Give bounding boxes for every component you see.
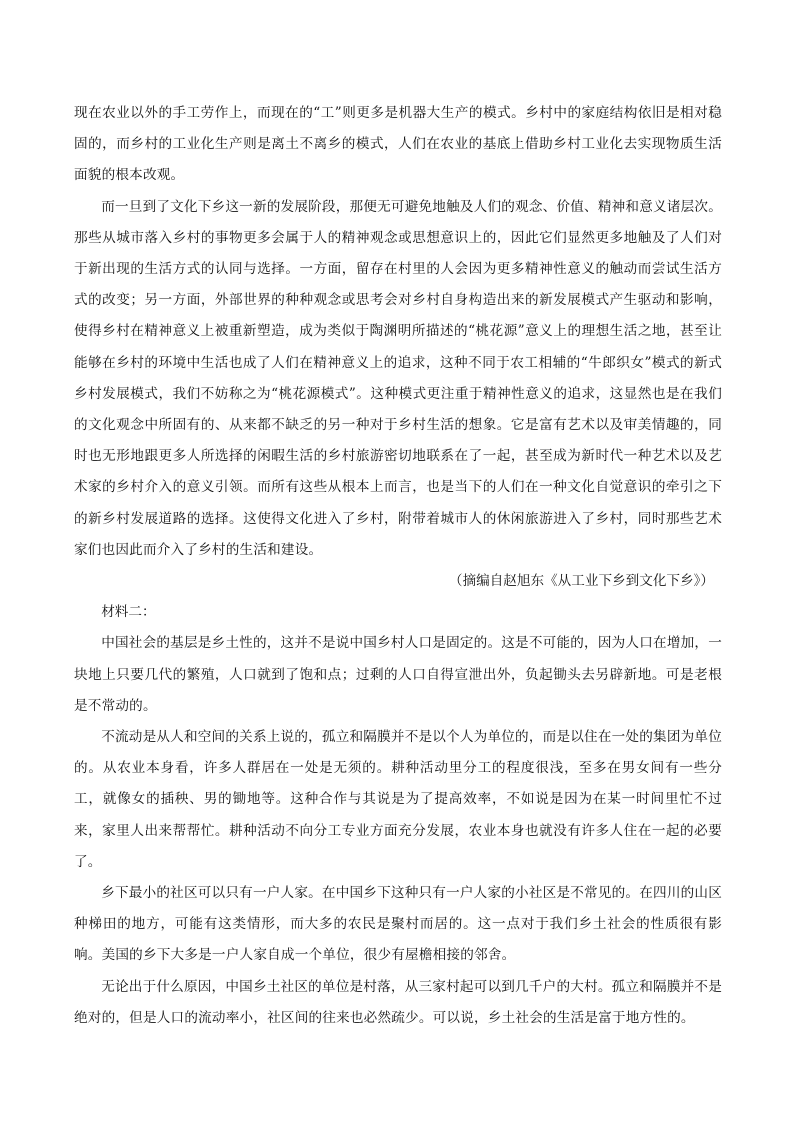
paragraph-3: 中国社会的基层是乡土性的，这并不是说中国乡村人口是固定的。这是不可能的，因为人口在增加，一块地上只要几代的繁殖，人口就到了饱和点；过剩的人口自得宣泄出外，负起锄头去另辟新地。可是老根是不常动的。	[74, 635, 722, 714]
paragraph-6: 无论出于什么原因，中国乡土社区的单位是村落，从三家村起可以到几千户的大村。孤立和隔膜并不是绝对的，但是人口的流动率小，社区间的往来也必然疏少。可以说，乡土社会的生活是富于地方性的。	[74, 978, 722, 1026]
paragraph-4: 不流动是从人和空间的关系上说的，孤立和隔膜并不是以个人为单位的，而是以住在一处的集团为单位的。从农业本身看，许多人群居在一处是无须的。耕种活动里分工的程度很浅，至多在男女间有一些分工，就像女的插秧、男的锄地等。这种合作与其说是为了提高效率，不如说是因为在某一时间里忙不过来，家里人出来帮帮忙。耕种活动不向分工专业方面充分发展，农业本身也就没有许多人住在一起的必要了。	[74, 729, 722, 870]
paragraph-2: 而一旦到了文化下乡这一新的发展阶段，那便无可避免地触及人们的观念、价值、精神和意义诸层次。那些从城市落入乡村的事物更多会属于人的精神观念或思想意识上的，因此它们显然更多地触及了人们对于新出现的生活方式的认同与选择。一方面，留存在村里的人会因为更多精神性意义的触动而尝试生活方式的改变；另一方面，外部世界的种种观念或思考会对乡村自身构造出来的新发展模式产生驱动和影响，使得乡村在精神意义上被重新塑造，成为类似于陶渊明所描述的“桃花源”意义上的理想生活之地，甚至让能够在乡村的环境中生活也成了人们在精神意义上的追求，这种不同于农工相辅的“牛郎织女”模式的新式乡村发展模式，我们不妨称之为“桃花源模式”。这种模式更注重于精神性意义的追求，这显然也是在我们的文化观念中所固有的、从来都不缺乏的另一种对于乡村生活的想象。它是富有艺术以及审美情趣的，同时也无形地跟更多人所选择的闲暇生活的乡村旅游密切地联系在了一起，甚至成为新时代一种艺术以及艺术家的乡村介入的意义引领。而所有这些从根本上而言，也是当下的人们在一种文化自觉意识的牵引之下的新乡村发展道路的选择。这使得文化进入了乡村，附带着城市人的休闲旅游进入了乡村，同时那些艺术家们也因此而介入了乡村的生活和建设。	[74, 198, 722, 558]
source-citation-1: （摘编自赵旭东《从工业下乡到文化下乡》）	[448, 573, 714, 590]
document-page	[74, 98, 722, 1034]
paragraph-1: 现在农业以外的手工劳作上，而现在的“工”则更多是机器大生产的模式。乡村中的家庭结构依旧是相对稳固的，而乡村的工业化生产则是离土不离乡的模式，人们在农业的基底上借助乡村工业化去实现物质生活面貌的根本改观。	[74, 105, 722, 184]
paragraph-5: 乡下最小的社区可以只有一户人家。在中国乡下这种只有一户人家的小社区是不常见的。在四川的山区种梯田的地方，可能有这类情形，而大多的农民是聚村而居的。这一点对于我们乡土社会的性质很有影响。美国的乡下大多是一户人家自成一个单位，很少有屋檐相接的邻舍。	[74, 885, 722, 964]
material-two-heading: 材料二：	[101, 604, 156, 621]
